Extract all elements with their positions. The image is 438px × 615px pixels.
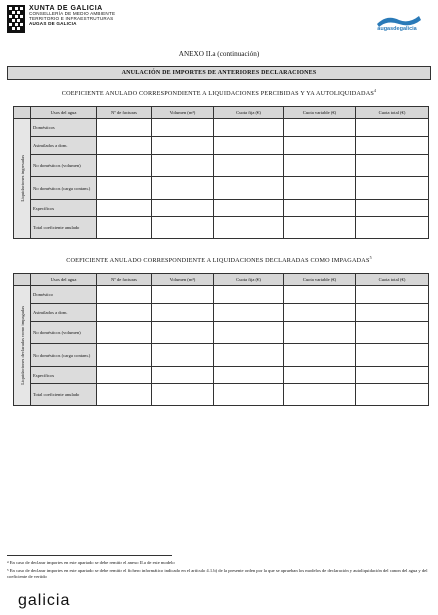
- input-cell[interactable]: [356, 367, 429, 384]
- col-header: Cuota variable (€): [284, 274, 356, 286]
- input-cell[interactable]: [356, 200, 429, 217]
- input-cell[interactable]: [356, 384, 429, 406]
- side-label: Liquidaciones ingresadas: [19, 154, 25, 202]
- table-row: [14, 217, 429, 239]
- input-cell[interactable]: [97, 286, 152, 304]
- section2-title-text: COEFICIENTE ANULADO CORRESPONDIENTE A LIQUIDACIONES DECLARADAS COMO IMPAGADAS: [66, 257, 370, 265]
- table-corner: [14, 107, 31, 119]
- row-label: Asimilados a dom.: [31, 137, 97, 155]
- input-cell[interactable]: [356, 322, 429, 344]
- table-row: [14, 322, 429, 344]
- input-cell[interactable]: [284, 137, 356, 155]
- input-cell[interactable]: [97, 119, 152, 137]
- input-cell[interactable]: [214, 384, 284, 406]
- col-header: Nº de facturas: [97, 107, 152, 119]
- footnote-5: ⁵ En caso de declarar importes en este apartado se debe remitir el fichero informático indicado en el artículo 4.1.b) de la presente orden por la que se aprueban los modelos de declaración y autoliquidación del canon del agua y del coeficiente de vertido: [7, 568, 428, 579]
- input-cell[interactable]: [356, 217, 429, 239]
- row-label: Asimilados a dom.: [31, 304, 97, 322]
- col-header: Usos del agua: [31, 274, 97, 286]
- footnote-divider: [7, 555, 172, 556]
- row-label: No domésticos (volumen): [31, 322, 97, 344]
- input-cell[interactable]: [152, 304, 214, 322]
- row-label: Específicos: [31, 200, 97, 217]
- side-label-cell: [14, 286, 31, 406]
- input-cell[interactable]: [284, 177, 356, 200]
- table-row: [14, 304, 429, 322]
- input-cell[interactable]: [214, 322, 284, 344]
- input-cell[interactable]: [356, 286, 429, 304]
- augas-logo-text: augasdegalicia: [377, 26, 417, 32]
- table-row: [14, 177, 429, 200]
- table-row: [14, 384, 429, 406]
- input-cell[interactable]: [214, 155, 284, 177]
- org-line-1: CONSELLERÍA DE MEDIO AMBIENTE: [29, 11, 116, 17]
- section1-title-text: COEFICIENTE ANULADO CORRESPONDIENTE A LIQUIDACIONES PERCIBIDAS Y YA AUTOLIQUIDADAS: [61, 90, 375, 98]
- section2-title-mark: 5: [369, 255, 372, 260]
- input-cell[interactable]: [97, 217, 152, 239]
- row-label: No domésticos (volumen): [31, 155, 97, 177]
- input-cell[interactable]: [284, 286, 356, 304]
- side-label-cell: [14, 119, 31, 239]
- input-cell[interactable]: [97, 200, 152, 217]
- row-label: No domésticos (carga contam.): [31, 344, 97, 367]
- input-cell[interactable]: [214, 119, 284, 137]
- col-header: Cuota total (€): [356, 274, 429, 286]
- input-cell[interactable]: [284, 200, 356, 217]
- input-cell[interactable]: [97, 367, 152, 384]
- xunta-shield-logo: [7, 5, 25, 33]
- input-cell[interactable]: [152, 322, 214, 344]
- input-cell[interactable]: [152, 200, 214, 217]
- table-row: [14, 119, 429, 137]
- org-dept: AUGAS DE GALICIA: [29, 20, 77, 26]
- table-liquidaciones-impagadas: [13, 273, 429, 406]
- input-cell[interactable]: [97, 177, 152, 200]
- col-header: Cuota fija (€): [214, 107, 284, 119]
- input-cell[interactable]: [152, 286, 214, 304]
- org-title: XUNTA DE GALICIA: [29, 5, 103, 12]
- input-cell[interactable]: [356, 344, 429, 367]
- table-corner: [14, 274, 31, 286]
- input-cell[interactable]: [356, 155, 429, 177]
- table-row: [14, 200, 429, 217]
- section2-title: [0, 255, 438, 264]
- input-cell[interactable]: [97, 322, 152, 344]
- input-cell[interactable]: [97, 155, 152, 177]
- input-cell[interactable]: [284, 367, 356, 384]
- table-row: [14, 155, 429, 177]
- row-label: Específicos: [31, 367, 97, 384]
- annex-title: ANEXO II.a (continuación): [178, 50, 260, 58]
- row-label: Total coeficiente anulado: [31, 384, 97, 406]
- input-cell[interactable]: [284, 155, 356, 177]
- input-cell[interactable]: [152, 344, 214, 367]
- input-cell[interactable]: [356, 177, 429, 200]
- col-header: Volumen (m³): [152, 107, 214, 119]
- footnote-4: ⁴ En caso de declarar importes en este apartado se debe remitir el anexo II.a de este modelo: [7, 560, 175, 565]
- side-label: Liquidaciones declaradas como impagadas: [19, 305, 25, 385]
- input-cell[interactable]: [152, 217, 214, 239]
- section1-title: [0, 88, 438, 97]
- table-row: [14, 344, 429, 367]
- col-header: Usos del agua: [31, 107, 97, 119]
- col-header: Cuota total (€): [356, 107, 429, 119]
- input-cell[interactable]: [284, 384, 356, 406]
- input-cell[interactable]: [214, 304, 284, 322]
- input-cell[interactable]: [97, 304, 152, 322]
- input-cell[interactable]: [152, 137, 214, 155]
- org-header-text: [29, 5, 115, 27]
- galicia-logo: galicia: [18, 592, 71, 609]
- input-cell[interactable]: [152, 384, 214, 406]
- input-cell[interactable]: [214, 217, 284, 239]
- table-liquidaciones-ingresadas: [13, 106, 429, 239]
- table-row: [14, 286, 429, 304]
- col-header: Cuota fija (€): [214, 274, 284, 286]
- input-cell[interactable]: [284, 119, 356, 137]
- input-cell[interactable]: [152, 155, 214, 177]
- input-cell[interactable]: [97, 384, 152, 406]
- section1-title-mark: 4: [374, 88, 377, 93]
- input-cell[interactable]: [214, 344, 284, 367]
- input-cell[interactable]: [214, 137, 284, 155]
- input-cell[interactable]: [284, 344, 356, 367]
- input-cell[interactable]: [152, 177, 214, 200]
- row-label: Doméstico: [31, 286, 97, 304]
- input-cell[interactable]: [214, 200, 284, 217]
- input-cell[interactable]: [214, 367, 284, 384]
- table-row: [14, 137, 429, 155]
- input-cell[interactable]: [284, 217, 356, 239]
- col-header: Volumen (m³): [152, 274, 214, 286]
- input-cell[interactable]: [356, 304, 429, 322]
- input-cell[interactable]: [152, 367, 214, 384]
- input-cell[interactable]: [97, 344, 152, 367]
- input-cell[interactable]: [214, 286, 284, 304]
- input-cell[interactable]: [356, 137, 429, 155]
- row-label: Total coeficiente anulado: [31, 217, 97, 239]
- table-row: [14, 367, 429, 384]
- col-header: Cuota variable (€): [284, 107, 356, 119]
- col-header: Nº de facturas: [97, 274, 152, 286]
- section-banner: ANULACIÓN DE IMPORTES DE ANTERIORES DECLARACIONES: [7, 66, 431, 80]
- row-label: Domésticos: [31, 119, 97, 137]
- input-cell[interactable]: [152, 119, 214, 137]
- input-cell[interactable]: [97, 137, 152, 155]
- org-line-2: TERRITORIO E INFRAESTRUTURAS: [29, 16, 114, 22]
- input-cell[interactable]: [284, 304, 356, 322]
- input-cell[interactable]: [214, 177, 284, 200]
- input-cell[interactable]: [284, 322, 356, 344]
- input-cell[interactable]: [356, 119, 429, 137]
- row-label: No domésticos (carga contam.): [31, 177, 97, 200]
